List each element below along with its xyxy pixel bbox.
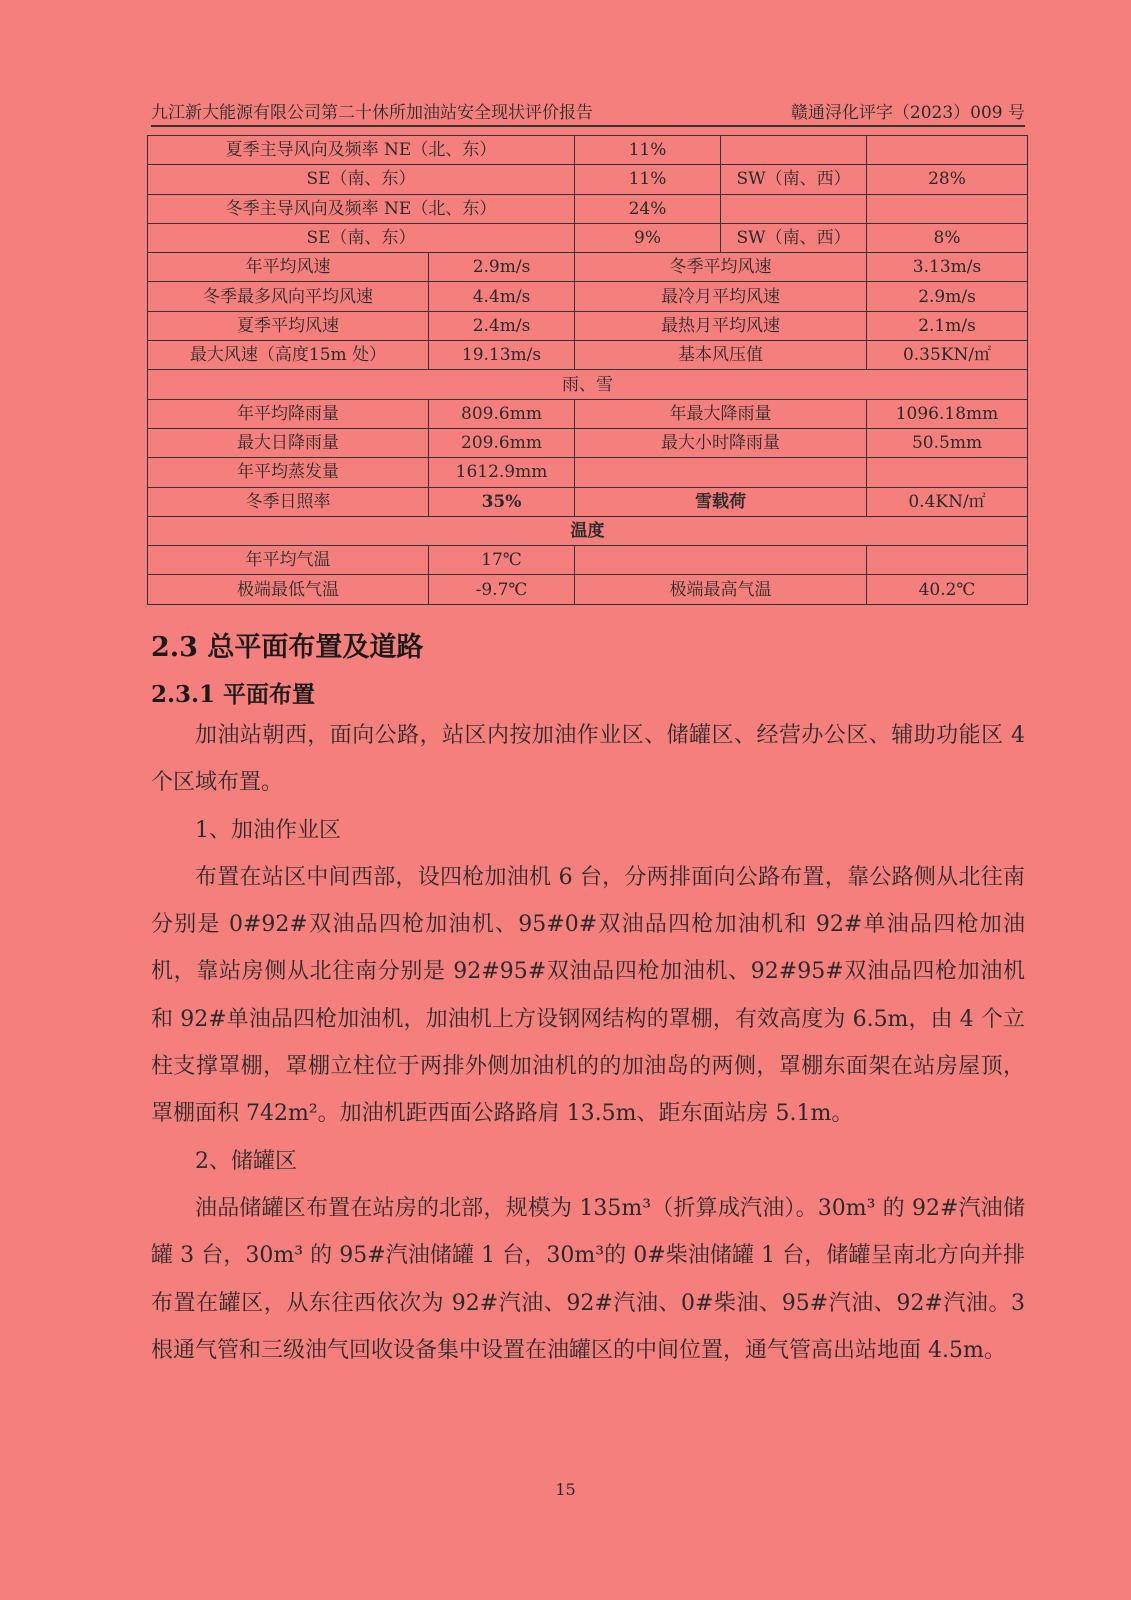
table-cell: 4.4m/s (429, 282, 575, 311)
table-cell: 1612.9mm (429, 458, 575, 487)
table-row (148, 399, 1028, 428)
table-cell: 年平均降雨量 (148, 399, 429, 428)
paragraph: 布置在站区中间西部，设四枪加油机 6 台，分两排面向公路布置，靠公路侧从北往南分别是 0#92#双油品四枪加油机、95#0#双油品四枪加油机和 92#单油品四枪加油机，靠站房侧从北往南分别是 92#95#双油品四枪加油机、92#95#双油品四枪加油机和 92#单油品四枪加油机，加油机上方设钢网结构的罩棚，有效高度为 6.5m，由 4 个立柱支撑罩棚，罩棚立柱位于两排外侧加油机的的加油岛的两侧，罩棚东面架在站房屋顶，罩棚面积 742m²。加油机距西面公路路肩 13.5m、距东面站房 5.1m。 (151, 864, 1025, 1127)
table-cell (867, 194, 1028, 223)
list-heading: 2、储罐区 (195, 1148, 297, 1174)
table-row (148, 223, 1028, 252)
table-cell: 0.35KN/㎡ (867, 341, 1028, 370)
table-row (148, 458, 1028, 487)
table-cell: 夏季主导风向及频率 NE（北、东） (148, 136, 575, 165)
table-cell: 2.1m/s (867, 311, 1028, 340)
table-cell: 极端最低气温 (148, 575, 429, 604)
table-cell: SE（南、东） (148, 223, 575, 252)
table-cell (867, 546, 1028, 575)
table-cell: 11% (575, 165, 721, 194)
paragraph: 加油站朝西，面向公路，站区内按加油作业区、储罐区、经营办公区、辅助功能区 4 个区域布置。 (151, 723, 1025, 796)
table-row (148, 282, 1028, 311)
table-cell: 基本风压值 (575, 341, 867, 370)
table-row (148, 165, 1028, 194)
table-cell: 2.9m/s (429, 253, 575, 282)
table-cell: 最热月平均风速 (575, 311, 867, 340)
table-cell: 极端最高气温 (575, 575, 867, 604)
header-left: 九江新大能源有限公司第二十休所加油站安全现状评价报告 (151, 103, 593, 123)
table-cell: 24% (575, 194, 721, 223)
climate-table (147, 135, 1028, 605)
table-cell (721, 136, 867, 165)
page-number: 15 (555, 1480, 576, 1499)
paragraph: 油品储罐区布置在站房的北部，规模为 135m³（折算成汽油）。30m³ 的 92#汽油储罐 3 台，30m³ 的 95#汽油储罐 1 台，30m³的 0#柴油储罐 1 台，储罐呈南北方向并排布置在罐区，从东往西依次为 92#汽油、92#汽油、0#柴油、95#汽油、92#汽油。3 根通气管和三级油气回收设备集中设置在油罐区的中间位置，通气管高出站地面 4.5m。 (151, 1195, 1025, 1363)
table-cell: 17℃ (429, 546, 575, 575)
table-row (148, 516, 1028, 545)
subsection-title: 2.3.1 平面布置 (151, 681, 316, 708)
table-row (148, 370, 1028, 399)
table-row (148, 428, 1028, 457)
table-cell: 冬季日照率 (148, 487, 429, 516)
table-row (148, 253, 1028, 282)
table-cell: 40.2℃ (867, 575, 1028, 604)
table-cell (867, 458, 1028, 487)
table-cell: 809.6mm (429, 399, 575, 428)
table-cell: 8% (867, 223, 1028, 252)
table-cell: 冬季主导风向及频率 NE（北、东） (148, 194, 575, 223)
table-row (148, 341, 1028, 370)
table-cell: 冬季最多风向平均风速 (148, 282, 429, 311)
table-cell: 2.9m/s (867, 282, 1028, 311)
table-cell: 年平均蒸发量 (148, 458, 429, 487)
table-cell (575, 546, 867, 575)
table-section-header: 雨、雪 (148, 370, 1028, 399)
page-header (151, 98, 1025, 127)
table-cell: 最大风速（高度15m 处） (148, 341, 429, 370)
table-cell: 35% (429, 487, 575, 516)
table-cell: 2.4m/s (429, 311, 575, 340)
table-row (148, 487, 1028, 516)
header-right: 赣通浔化评字（2023）009 号 (790, 103, 1025, 123)
table-cell: SW（南、西） (721, 165, 867, 194)
table-cell: SE（南、东） (148, 165, 575, 194)
table-cell: 年平均气温 (148, 546, 429, 575)
table-cell: 雪载荷 (575, 487, 867, 516)
table-cell: 50.5mm (867, 428, 1028, 457)
table-cell: 28% (867, 165, 1028, 194)
section-title: 2.3 总平面布置及道路 (151, 632, 424, 663)
table-cell: 9% (575, 223, 721, 252)
table-cell: 年最大降雨量 (575, 399, 867, 428)
table-cell (721, 194, 867, 223)
table-row (148, 311, 1028, 340)
table-cell: 最大日降雨量 (148, 428, 429, 457)
table-row (148, 546, 1028, 575)
table-cell: 夏季平均风速 (148, 311, 429, 340)
table-cell: 209.6mm (429, 428, 575, 457)
body-text (151, 712, 1025, 1374)
table-cell: 年平均风速 (148, 253, 429, 282)
table-cell: 最冷月平均风速 (575, 282, 867, 311)
table-cell: 1096.18mm (867, 399, 1028, 428)
list-heading: 1、加油作业区 (195, 817, 341, 843)
table-row (148, 575, 1028, 604)
table-cell: 11% (575, 136, 721, 165)
table-cell: 19.13m/s (429, 341, 575, 370)
table-section-header: 温度 (148, 516, 1028, 545)
table-cell: 冬季平均风速 (575, 253, 867, 282)
table-cell: 最大小时降雨量 (575, 428, 867, 457)
table-cell: -9.7℃ (429, 575, 575, 604)
table-cell: SW（南、西） (721, 223, 867, 252)
table-cell (575, 458, 867, 487)
table-cell: 0.4KN/㎡ (867, 487, 1028, 516)
table-cell: 3.13m/s (867, 253, 1028, 282)
table-row (148, 194, 1028, 223)
table-row (148, 136, 1028, 165)
table-cell (867, 136, 1028, 165)
